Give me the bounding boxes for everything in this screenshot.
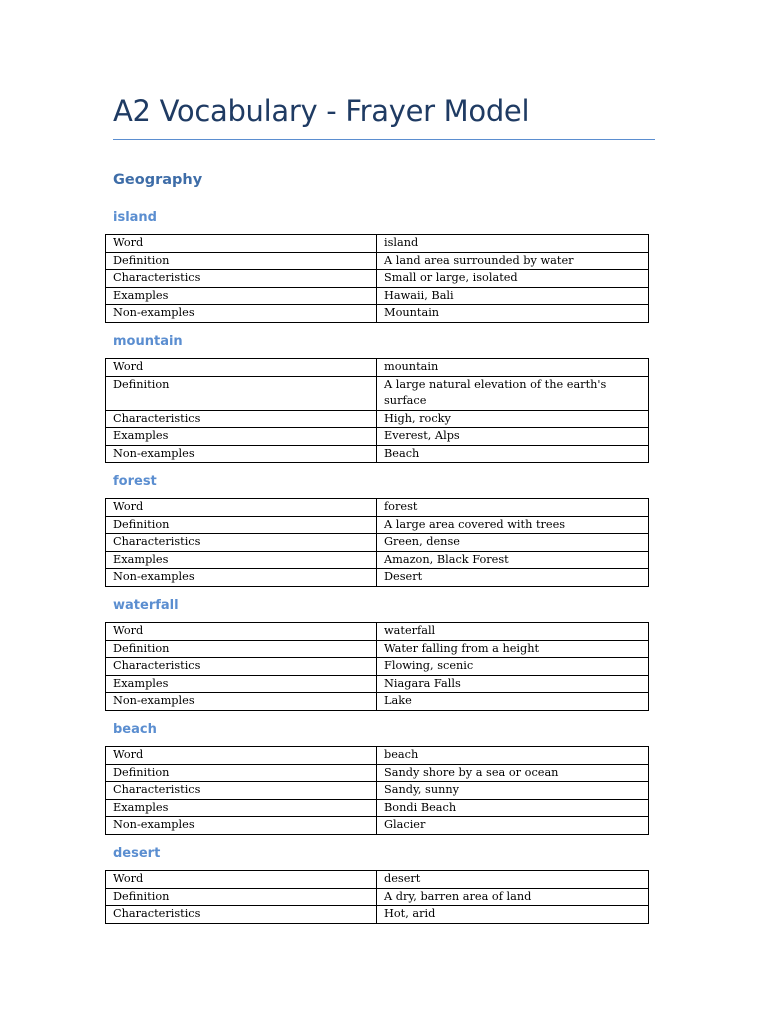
table-row xyxy=(106,782,649,800)
table-row xyxy=(106,799,649,817)
title-divider xyxy=(113,139,655,140)
row-label: Word xyxy=(106,359,377,377)
row-label: Non-examples xyxy=(106,305,377,323)
row-label: Characteristics xyxy=(106,782,377,800)
row-value: Flowing, scenic xyxy=(377,658,649,676)
row-label: Definition xyxy=(106,376,377,410)
row-label: Characteristics xyxy=(106,906,377,924)
row-label: Word xyxy=(106,235,377,253)
table-row xyxy=(106,551,649,569)
table-row xyxy=(106,252,649,270)
row-value: Small or large, isolated xyxy=(377,270,649,288)
table-row xyxy=(106,445,649,463)
entry-heading: island xyxy=(113,210,157,225)
table-row xyxy=(106,410,649,428)
row-label: Definition xyxy=(106,252,377,270)
row-value: High, rocky xyxy=(377,410,649,428)
row-value: Hot, arid xyxy=(377,906,649,924)
table-row xyxy=(106,359,649,377)
row-value: Niagara Falls xyxy=(377,675,649,693)
row-label: Definition xyxy=(106,764,377,782)
frayer-table xyxy=(105,498,649,587)
row-label: Word xyxy=(106,871,377,889)
frayer-table xyxy=(105,746,649,835)
row-label: Examples xyxy=(106,675,377,693)
frayer-table xyxy=(105,870,649,924)
table-row xyxy=(106,235,649,253)
row-value: Beach xyxy=(377,445,649,463)
table-row xyxy=(106,693,649,711)
row-value: Bondi Beach xyxy=(377,799,649,817)
frayer-table xyxy=(105,622,649,711)
table-row xyxy=(106,623,649,641)
row-value: A large natural elevation of the earth's surface xyxy=(377,376,649,410)
row-label: Definition xyxy=(106,640,377,658)
entry-heading: desert xyxy=(113,846,161,861)
row-label: Non-examples xyxy=(106,569,377,587)
entry-heading: mountain xyxy=(113,334,183,349)
row-value: island xyxy=(377,235,649,253)
table-row xyxy=(106,888,649,906)
table-row xyxy=(106,287,649,305)
row-label: Characteristics xyxy=(106,410,377,428)
row-value: Water falling from a height xyxy=(377,640,649,658)
row-value: desert xyxy=(377,871,649,889)
frayer-table xyxy=(105,234,649,323)
row-value: Amazon, Black Forest xyxy=(377,551,649,569)
row-label: Non-examples xyxy=(106,693,377,711)
row-value: Sandy shore by a sea or ocean xyxy=(377,764,649,782)
row-label: Examples xyxy=(106,551,377,569)
frayer-table xyxy=(105,358,649,463)
row-label: Characteristics xyxy=(106,534,377,552)
table-row xyxy=(106,516,649,534)
row-label: Characteristics xyxy=(106,270,377,288)
row-label: Word xyxy=(106,623,377,641)
entry-heading: waterfall xyxy=(113,598,179,613)
section-heading: Geography xyxy=(113,172,203,188)
row-value: Mountain xyxy=(377,305,649,323)
row-value: Glacier xyxy=(377,817,649,835)
table-row xyxy=(106,871,649,889)
row-label: Examples xyxy=(106,428,377,446)
table-row xyxy=(106,499,649,517)
row-label: Word xyxy=(106,747,377,765)
row-label: Word xyxy=(106,499,377,517)
row-value: Green, dense xyxy=(377,534,649,552)
row-value: Sandy, sunny xyxy=(377,782,649,800)
row-value: Lake xyxy=(377,693,649,711)
table-row xyxy=(106,640,649,658)
row-value: waterfall xyxy=(377,623,649,641)
row-label: Non-examples xyxy=(106,817,377,835)
row-value: forest xyxy=(377,499,649,517)
table-row xyxy=(106,906,649,924)
table-row xyxy=(106,817,649,835)
table-row xyxy=(106,305,649,323)
row-label: Non-examples xyxy=(106,445,377,463)
table-row xyxy=(106,658,649,676)
table-row xyxy=(106,376,649,410)
entry-heading: beach xyxy=(113,722,157,737)
row-label: Examples xyxy=(106,799,377,817)
row-value: A land area surrounded by water xyxy=(377,252,649,270)
row-value: Hawaii, Bali xyxy=(377,287,649,305)
row-label: Examples xyxy=(106,287,377,305)
table-row xyxy=(106,675,649,693)
table-row xyxy=(106,428,649,446)
row-label: Definition xyxy=(106,516,377,534)
row-value: beach xyxy=(377,747,649,765)
row-label: Characteristics xyxy=(106,658,377,676)
table-row xyxy=(106,764,649,782)
row-label: Definition xyxy=(106,888,377,906)
table-row xyxy=(106,747,649,765)
entry-heading: forest xyxy=(113,474,157,489)
table-row xyxy=(106,534,649,552)
row-value: mountain xyxy=(377,359,649,377)
row-value: Desert xyxy=(377,569,649,587)
row-value: A dry, barren area of land xyxy=(377,888,649,906)
table-row xyxy=(106,270,649,288)
table-row xyxy=(106,569,649,587)
row-value: A large area covered with trees xyxy=(377,516,649,534)
page-title: A2 Vocabulary - Frayer Model xyxy=(113,94,530,128)
row-value: Everest, Alps xyxy=(377,428,649,446)
